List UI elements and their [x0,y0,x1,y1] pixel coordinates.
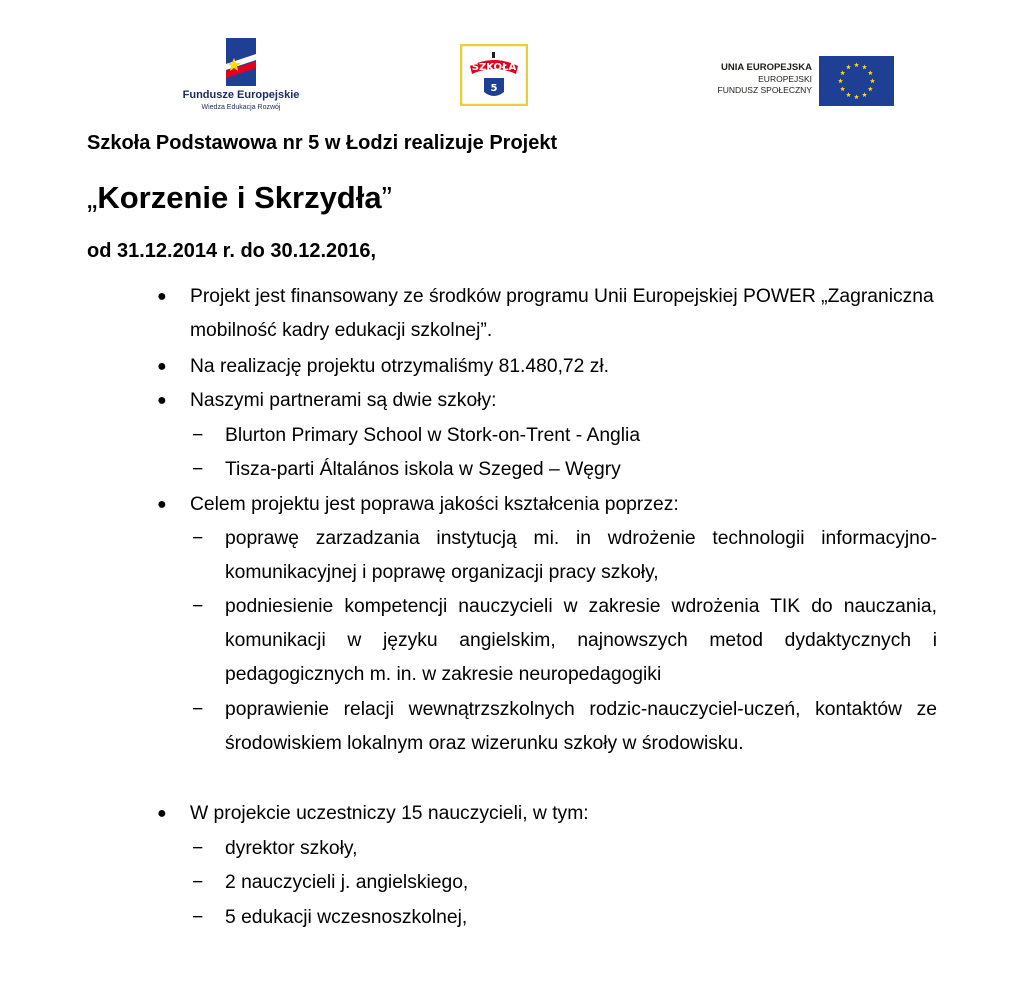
bullet-marker: ● [157,496,167,513]
project-title [87,180,392,216]
title-close-quote: ” [381,180,392,215]
title-open-quote: „ [87,180,98,215]
dash-marker: − [192,907,204,928]
fundusze-subtitle: Wiedza Edukacja Rozwój [201,104,281,111]
eu-flag-icon [819,56,894,106]
eu-line-1: UNIA EUROPEJSKA [721,62,812,73]
list-item-text: Projekt jest finansowany ze środków programu Unii Europejskiej POWER „Zagraniczna mobilność kadry edukacji szkolnej”. [190,286,934,341]
dash-marker: − [192,528,204,549]
dash-marker: − [192,872,204,893]
eu-line-3: FUNDUSZ SPOŁECZNY [717,85,812,95]
fundusze-europejskie-logo [176,38,306,118]
fundusze-name: Fundusze Europejskie [182,89,300,101]
dash-marker: − [192,596,204,617]
title-text: Korzenie i Skrzydła [97,180,382,215]
sub-item-text: Blurton Primary School w Stork-on-Trent - Anglia [225,425,641,446]
list-item-text: Celem projektu jest poprawa jakości kształcenia poprzez: [190,494,679,515]
school-badge-number: 5 [490,83,498,94]
dash-marker: − [192,459,204,480]
school-badge-icon [460,44,528,106]
bullet-marker: ● [157,805,167,822]
dash-marker: − [192,699,204,720]
bullet-marker: ● [157,288,167,305]
sub-item-text: poprawę zarzadzania instytucją mi. in wdrożenie technologii informacyjno-komunikacyjnej i poprawę organizacji pracy szkoły, [225,528,937,583]
sub-item-text: dyrektor szkoły, [225,838,358,859]
sub-item-text: poprawienie relacji wewnątrzszkolnych rodzic-nauczyciel-uczeń, kontaktów ze środowiskiem lokalnym oraz wizerunku szkoły w środowisku. [225,699,937,754]
dash-marker: − [192,838,204,859]
bullet-marker: ● [157,392,167,409]
eu-line-2: EUROPEJSKI [758,74,812,84]
list-item-text: Naszymi partnerami są dwie szkoły: [190,390,497,411]
list-item-text: Na realizację projektu otrzymaliśmy 81.480,72 zł. [190,356,610,377]
eu-logo-text [700,61,812,96]
sub-item-text: Tisza-parti Általános iskola w Szeged – Węgry [225,459,621,480]
school-badge-text: SZKOŁA [471,62,517,73]
sub-item-text: 5 edukacji wczesnoszkolnej, [225,907,468,928]
unia-europejska-logo [690,52,900,112]
sub-item-text: podniesienie kompetencji nauczycieli w zakresie wdrożenia TIK do nauczania, komunikacji w języku angielskim, najnowszych metod dydaktycznych i pedagogicznych m. in. w zakresie neuropedagogiki [225,596,937,685]
school-logo [460,44,528,106]
sub-item-text: 2 nauczycieli j. angielskiego, [225,872,469,893]
logo-bar [0,0,1024,125]
fundusze-flag-icon [226,38,256,86]
intro-heading: Szkoła Podstawowa nr 5 w Łodzi realizuje Projekt [87,132,558,154]
list-item-text: W projekcie uczestniczy 15 nauczycieli, w tym: [190,803,589,824]
project-dates: od 31.12.2014 r. do 30.12.2016, [87,240,377,262]
dash-marker: − [192,425,204,446]
bullet-marker: ● [157,358,167,375]
